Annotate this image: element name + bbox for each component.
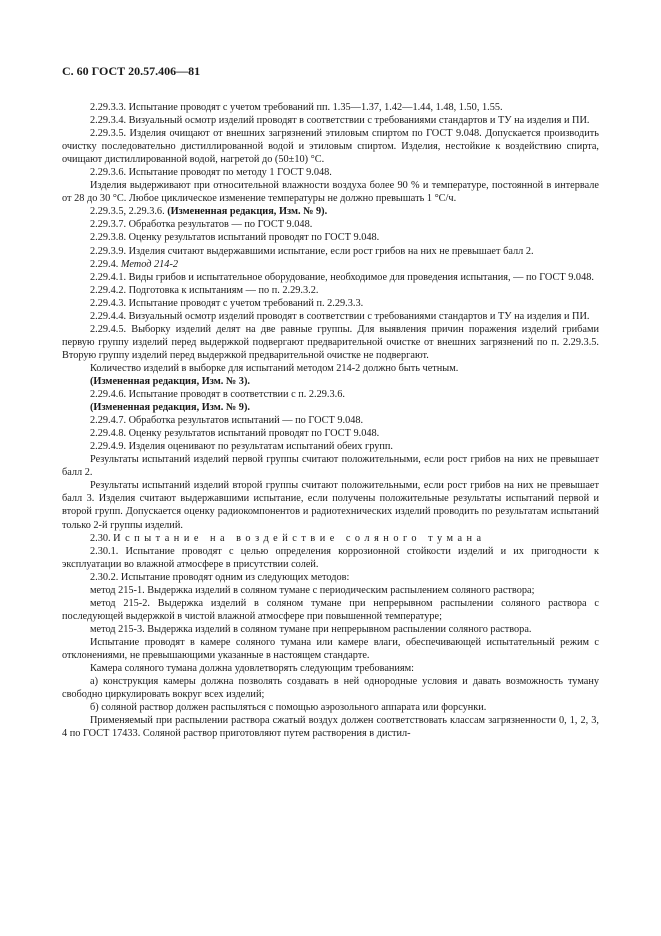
paragraph: 2.29.4.8. Оценку результатов испытаний проводят по ГОСТ 9.048. [90, 428, 380, 440]
section-number: 2.30. [90, 532, 111, 544]
paragraph: 2.29.4.3. Испытание проводят с учетом требований п. 2.29.3.3. [90, 297, 364, 309]
paragraph: 2.29.4.2. Подготовка к испытаниям — по п. 2.29.3.2. [90, 284, 319, 296]
paragraph: 2.29.3.5. Изделия очищают от внешних загрязнений этиловым спиртом по ГОСТ 9.048. Допускается производить очистку последовательно дистиллированной водой и этиловым спиртом. Изделия, нестойкие к воздействию спирта, очищают дистиллированной водой, нагретой до (50±10) °С. [62, 128, 599, 166]
paragraph: 2.29.3.8. Оценку результатов испытаний проводят по ГОСТ 9.048. [90, 232, 380, 244]
paragraph: 2.29.4.1. Виды грибов и испытательное оборудование, необходимое для проведения испытания, — по ГОСТ 9.048. [90, 271, 594, 283]
method-title: Метод 214-2 [120, 258, 179, 270]
paragraph: 2.29.3.3. Испытание проводят с учетом требований пп. 1.35—1.37, 1.42—1.44, 1.48, 1.50, 1.55. [90, 102, 503, 113]
paragraph: 2.29.3.7. Обработка результатов — по ГОСТ 9.048. [90, 219, 313, 231]
paragraph: метод 215-1. Выдержка изделий в соляном тумане с периодическим распылением соляного раствора; [90, 584, 535, 596]
clause-ref: 2.29.3.5, 2.29.3.6. [90, 206, 165, 218]
paragraph: Результаты испытаний изделий первой группы считают положительными, если рост грибов на них не превышает балл 2. [62, 454, 599, 479]
paragraph: б) соляной раствор должен распыляться с помощью аэрозольного аппарата или форсунки. [90, 702, 487, 714]
section-heading [62, 532, 599, 545]
amendment-label: (Измененная редакция, Изм. № 3). [90, 375, 250, 387]
amendment-label: (Измененная редакция, Изм. № 9). [167, 206, 328, 218]
clause-number: 2.29.4. [90, 258, 119, 270]
paragraph: 2.29.3.6. Испытание проводят по методу 1 ГОСТ 9.048. [90, 167, 332, 179]
method-heading [62, 258, 599, 271]
paragraph: Испытание проводят в камере соляного тумана или камере влаги, обеспечивающей испытательный режим с отклонениями, не превышающими указанные в настоящем стандарте. [62, 636, 599, 661]
paragraph: 2.29.3.4. Визуальный осмотр изделий проводят в соответствии с требованиями стандартов и ТУ на изделия и ПИ. [90, 115, 590, 127]
paragraph: метод 215-3. Выдержка изделий в соляном тумане при непрерывном распылении соляного раствора. [90, 623, 532, 635]
amendment-note [62, 205, 599, 218]
paragraph: 2.30.1. Испытание проводят с целью определения коррозионной стойкости изделий и их пригодности к эксплуатации во влажной атмосфере в присутствии солей. [62, 545, 599, 570]
paragraph: 2.29.4.6. Испытание проводят в соответствии с п. 2.29.3.6. [90, 389, 345, 401]
paragraph: Результаты испытаний изделий второй группы считают положительными, если рост грибов на них не превышает балл 3. Изделия считают выдержавшими испытание, если получены положительные результаты испытаний первой и второй групп. Допускается оценку радиокомпонентов и радиотехнических изделий проводить по результатам испытаний только 2-й группы изделий. [62, 480, 599, 531]
section-title: Испытание на воздействие соляного тумана [113, 532, 486, 544]
paragraph: Количество изделий в выборке для испытаний методом 214-2 должно быть четным. [90, 362, 459, 374]
paragraph: Применяемый при распылении раствора сжатый воздух должен соответствовать классам загрязненности 0, 1, 2, 3, 4 по ГОСТ 17433. Соляной раствор приготовляют путем растворения в дистил- [62, 715, 599, 740]
paragraph: 2.29.4.5. Выборку изделий делят на две равные группы. Для выявления причин поражения изделий грибами первую группу изделий перед выдержкой подвергают предварительной очистке от внешних загрязнений по п. 2.29.3.5. Вторую группу изделий перед выдержкой предварительной очистке не подвергают. [62, 323, 599, 361]
paragraph: 2.29.3.9. Изделия считают выдержавшими испытание, если рост грибов на них не превышает балл 2. [90, 245, 534, 257]
paragraph: Изделия выдерживают при относительной влажности воздуха более 90 % и температуре, постоянной в интервале от 28 до 30 °С. Любое циклическое изменение температуры не должно превышать 1 °С/ч. [62, 180, 599, 205]
paragraph: 2.29.4.9. Изделия оценивают по результатам испытаний обеих групп. [90, 441, 394, 453]
paragraph: 2.29.4.4. Визуальный осмотр изделий проводят в соответствии с требованиями стандартов и ТУ на изделия и ПИ. [90, 310, 590, 322]
paragraph: а) конструкция камеры должна позволять создавать в ней однородные условия и давать возможность туману свободно циркулировать вокруг всех изделий; [62, 676, 599, 701]
paragraph: 2.30.2. Испытание проводят одним из следующих методов: [90, 571, 350, 583]
paragraph: 2.29.4.7. Обработка результатов испытаний — по ГОСТ 9.048. [90, 415, 364, 427]
page-header: С. 60 ГОСТ 20.57.406—81 [62, 64, 201, 78]
paragraph: метод 215-2. Выдержка изделий в соляном тумане при непрерывном распылении соляного раствора с последующей выдержкой в чистой влажной атмосфере при повышенной температуре; [62, 597, 599, 622]
amendment-label: (Измененная редакция, Изм. № 9). [90, 402, 250, 414]
paragraph: Камера соляного тумана должна удовлетворять следующим требованиям: [90, 663, 415, 675]
